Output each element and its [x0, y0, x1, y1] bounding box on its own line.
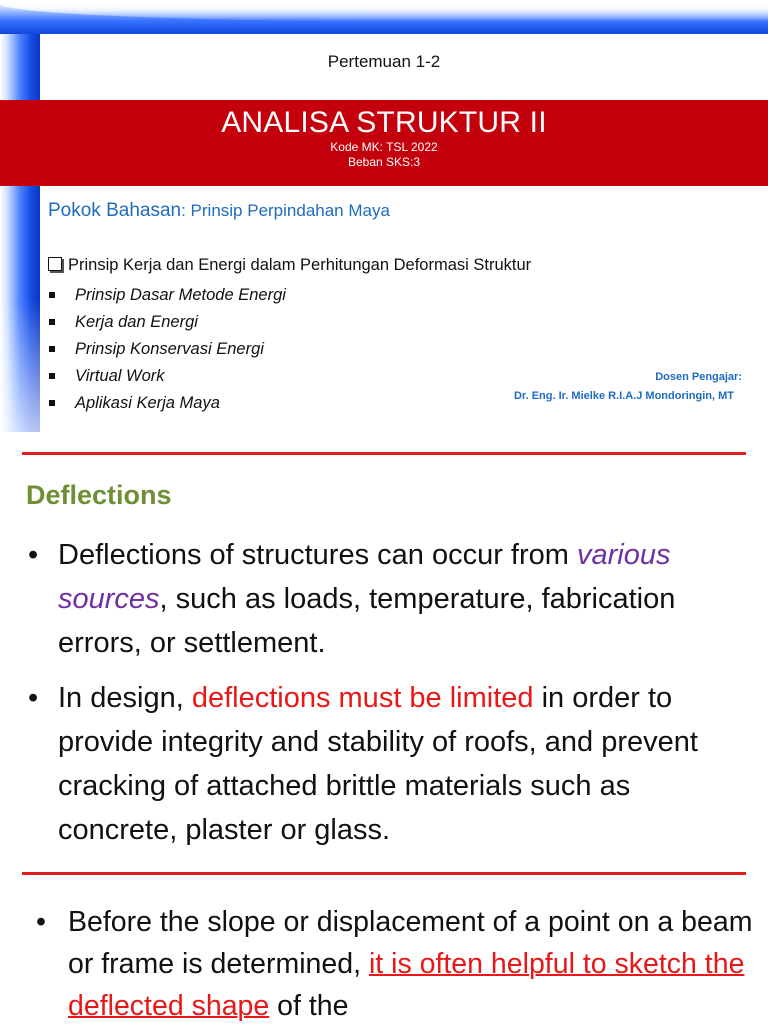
course-title: ANALISA STRUKTUR II: [221, 106, 547, 139]
highlight-deflections-limited: deflections must be limited: [191, 682, 534, 714]
main-point-text: Prinsip Kerja dan Energi dalam Perhitungan Deformasi Struktur: [68, 256, 532, 274]
bullet-icon: •: [36, 906, 46, 938]
section-heading: Deflections: [26, 480, 172, 510]
square-bullet-icon: [49, 400, 55, 406]
lecturer-label: Dosen Pengajar:: [655, 371, 742, 383]
divider-bottom: [22, 872, 746, 875]
list-item: Prinsip Konservasi Energi: [48, 336, 286, 363]
course-code: Kode MK: TSL 2022: [330, 140, 438, 154]
topic-label: Pokok Bahasan: [48, 200, 182, 221]
topic-value: : Prinsip Perpindahan Maya: [181, 201, 390, 220]
sub-point-list: [48, 282, 286, 417]
main-point: [48, 256, 531, 275]
course-credits: Beban SKS:3: [347, 155, 421, 169]
divider-top: [22, 452, 746, 455]
meeting-label: Pertemuan 1-2: [327, 52, 441, 71]
paragraph-sources: • Deflections of structures can occur from various sources, such as loads, temperature, fabrication errors, or settlement.: [24, 533, 754, 665]
square-bullet-icon: [49, 373, 55, 379]
list-item: Prinsip Dasar Metode Energi: [48, 282, 286, 309]
paragraph-sketch: • Before the slope or displacement of a point on a beam or frame is determined, it is often helpful to sketch the deflected shape of the: [36, 901, 756, 1027]
left-bar-fade: [0, 300, 40, 432]
highlight-various-sources: various sources: [58, 539, 671, 615]
list-item: Aplikasi Kerja Maya: [48, 390, 286, 417]
highlight-sketch-shape: it is often helpful to sketch the deflected shape: [68, 948, 745, 1022]
bullet-icon: •: [28, 682, 39, 714]
square-bullet-icon: [49, 319, 55, 325]
list-item: Virtual Work: [48, 363, 286, 390]
square-bullet-icon: [49, 292, 55, 298]
paragraph-design: • In design, deflections must be limited in order to provide integrity and stability of roofs, and prevent cracking of attached brittle materials such as concrete, plaster or glass.: [24, 676, 754, 852]
title-slide: [0, 0, 768, 432]
bullet-icon: •: [28, 539, 39, 571]
lecturer-name: Dr. Eng. Ir. Mielke R.I.A.J Mondoringin, MT: [513, 390, 734, 402]
square-bullet-icon: [49, 346, 55, 352]
topic-heading: [48, 200, 390, 222]
list-item: Kerja dan Energi: [48, 309, 286, 336]
checkbox-bullet-icon: [48, 257, 62, 271]
title-band: [0, 100, 768, 186]
